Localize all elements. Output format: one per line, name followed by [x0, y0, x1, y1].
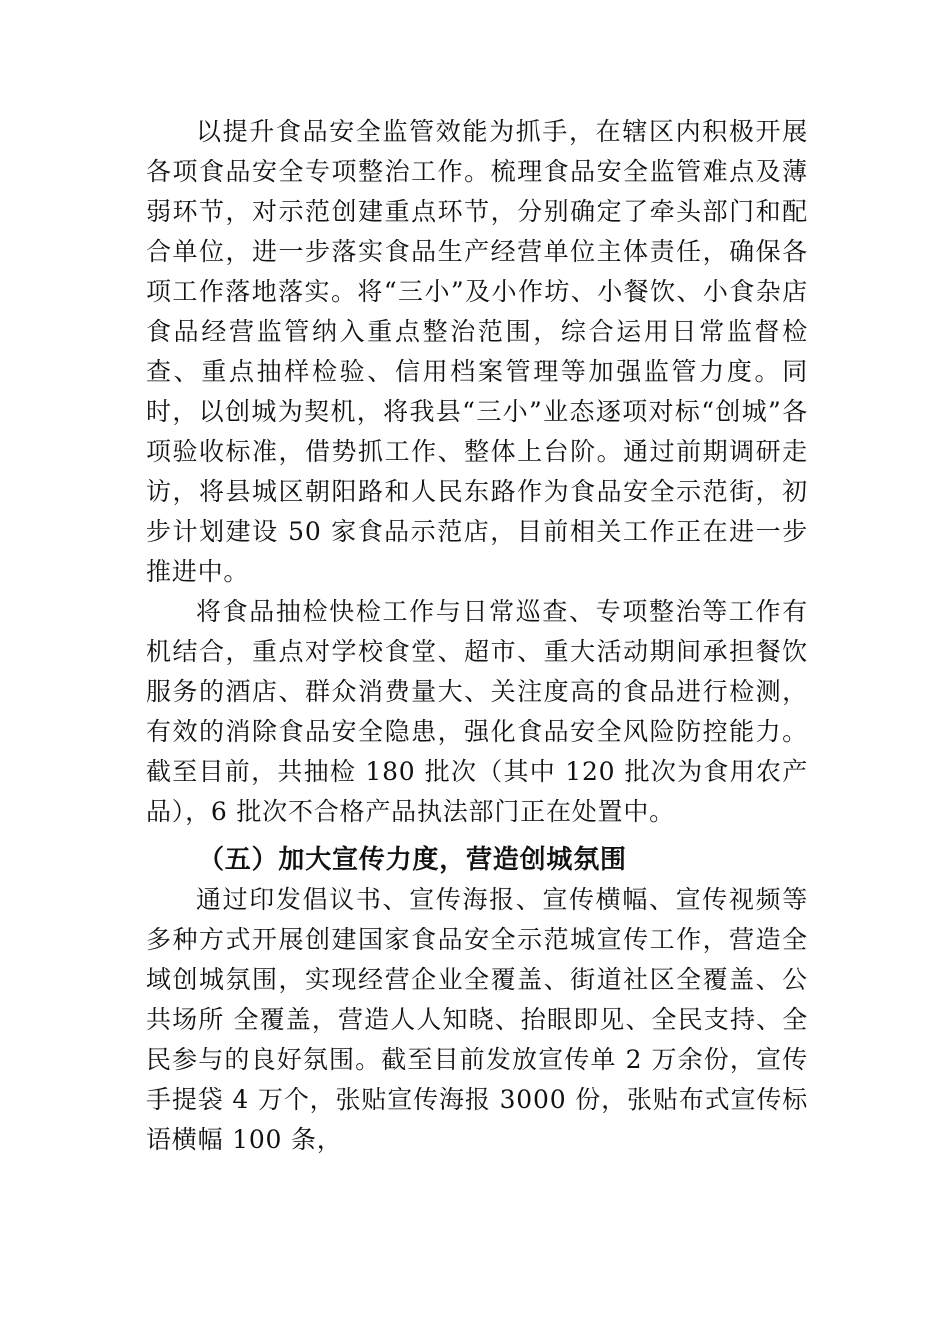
- paragraph-sampling-inspection: 将食品抽检快检工作与日常巡查、专项整治等工作有机结合，重点对学校食堂、超市、重大活动期间承担餐饮服务的酒店、群众消费量大、关注度高的食品进行检测，有效的消除食品安全隐患，强化食品安全风险防控能力。截至目前，共抽检 180 批次（其中 120 批次为食用农产品），6 批次不合格产品执法部门正在处置中。: [146, 597, 808, 826]
- document-body: [146, 112, 808, 1160]
- paragraph-food-safety-rectification: 以提升食品安全监管效能为抓手，在辖区内积极开展各项食品安全专项整治工作。梳理食品安全监管难点及薄弱环节，对示范创建重点环节，分别确定了牵头部门和配合单位，进一步落实食品生产经营单位主体责任，确保各项工作落地落实。将“三小”及小作坊、小餐饮、小食杂店食品经营监管纳入重点整治范围，综合运用日常监督检查、重点抽样检验、信用档案管理等加强监管力度。同时，以创城为契机，将我县“三小”业态逐项对标“创城”各项验收标准，借势抓工作、整体上台阶。通过前期调研走访，将县城区朝阳路和人民东路作为食品安全示范街，初步计划建设 50 家食品示范店，目前相关工作正在进一步推进中。: [146, 117, 808, 586]
- paragraph-publicity-work: 通过印发倡议书、宣传海报、宣传横幅、宣传视频等多种方式开展创建国家食品安全示范城宣传工作，营造全域创城氛围，实现经营企业全覆盖、街道社区全覆盖、公共场所 全覆盖，营造人人知晓、抬眼即见、全民支持、全民参与的良好氛围。截至目前发放宣传单 2 万余份，宣传手提袋 4 万个，张贴宣传海报 3000 份，张贴布式宣传标语横幅 100 条，: [146, 885, 808, 1154]
- section-heading-publicity: （五）加大宣传力度，营造创城氛围: [198, 845, 627, 875]
